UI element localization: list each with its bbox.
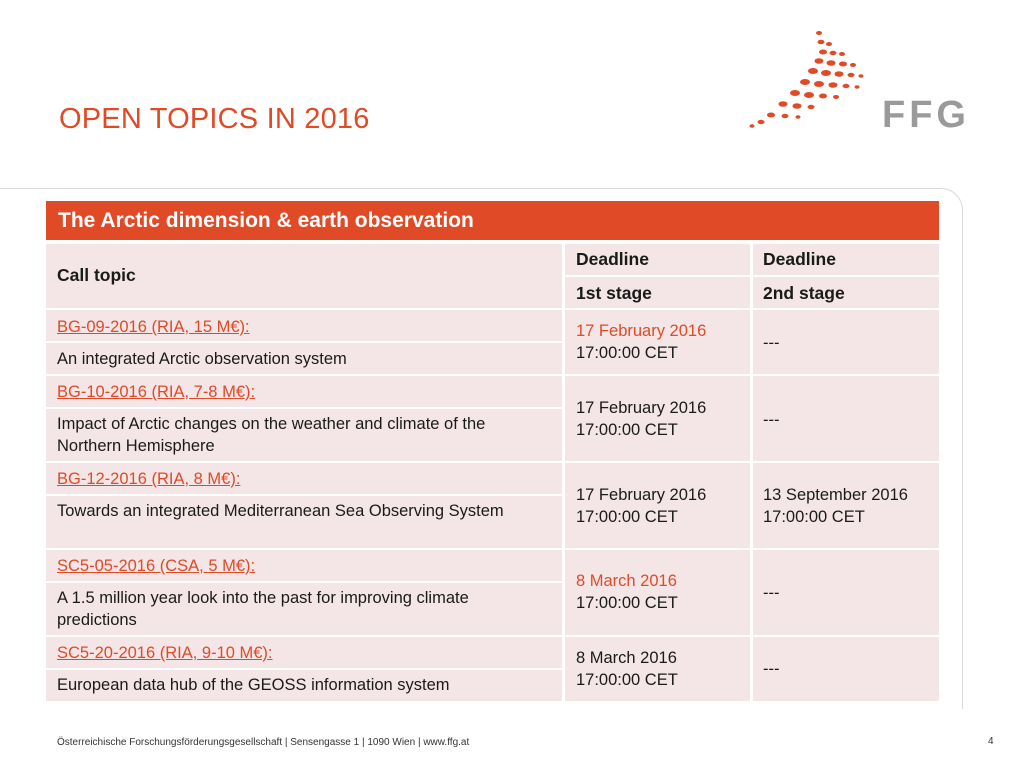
table-row	[46, 496, 562, 548]
deadline2-value: ---	[763, 411, 780, 429]
table-row	[46, 310, 562, 341]
deadline2-value: ---	[763, 660, 780, 678]
topic-code-link[interactable]: SC5-20-2016 (RIA, 9-10 M€):	[57, 644, 273, 662]
table-row	[46, 550, 562, 581]
deadline1-date: 17 February 2016	[576, 399, 707, 417]
topic-description: Towards an integrated Mediterranean Sea Observing System	[57, 502, 504, 520]
call-topic-header: Call topic	[57, 265, 136, 285]
deadline1-date: 17 February 2016	[576, 322, 707, 340]
table-row	[46, 343, 562, 374]
deadline1-time: 17:00:00 CET	[576, 508, 678, 526]
topic-code-link[interactable]: SC5-05-2016 (CSA, 5 M€):	[57, 557, 256, 575]
deadline2-cell	[753, 637, 939, 701]
deadline1-cell	[565, 463, 750, 548]
table-row	[46, 583, 562, 635]
table-banner: The Arctic dimension & earth observation	[46, 201, 939, 240]
deadline1-cell	[565, 310, 750, 374]
table-row	[46, 637, 562, 668]
deadline2-header: Deadline	[763, 249, 836, 269]
header-cell-stage2	[753, 277, 939, 308]
deadline2-cell	[753, 550, 939, 635]
deadline1-time: 17:00:00 CET	[576, 421, 678, 439]
deadline2-cell	[753, 376, 939, 461]
deadline2-cell	[753, 310, 939, 374]
table-row	[46, 463, 562, 494]
header-cell-deadline2	[753, 244, 939, 275]
stage2-header: 2nd stage	[763, 283, 845, 303]
deadline2-time: 17:00:00 CET	[763, 508, 865, 526]
deadline1-time: 17:00:00 CET	[576, 594, 678, 612]
header-cell-stage1	[565, 277, 750, 308]
deadline1-cell	[565, 376, 750, 461]
deadline1-header: Deadline	[576, 249, 649, 269]
table-row	[46, 376, 562, 407]
topic-description: European data hub of the GEOSS information system	[57, 676, 450, 694]
topic-description: Impact of Arctic changes on the weather and climate of the Northern Hemisphere	[57, 415, 486, 455]
topic-description: An integrated Arctic observation system	[57, 350, 347, 368]
table-row	[46, 409, 562, 461]
page-number: 4	[988, 736, 994, 747]
stage1-header: 1st stage	[576, 283, 652, 303]
deadline2-value: ---	[763, 334, 780, 352]
topics-table	[46, 201, 939, 694]
topic-code-link[interactable]: BG-09-2016 (RIA, 15 M€):	[57, 318, 250, 336]
deadline1-time: 17:00:00 CET	[576, 671, 678, 689]
header-cell-call-topic	[46, 244, 562, 308]
header-cell-deadline1	[565, 244, 750, 275]
footer-text: Österreichische Forschungsförderungsgesellschaft | Sensengasse 1 | 1090 Wien | www.ffg.at	[57, 737, 470, 748]
deadline1-cell	[565, 550, 750, 635]
deadline2-cell	[753, 463, 939, 548]
table-row	[46, 670, 562, 701]
deadline2-value: ---	[763, 584, 780, 602]
topic-code-link[interactable]: BG-12-2016 (RIA, 8 M€):	[57, 470, 241, 488]
deadline1-date: 8 March 2016	[576, 649, 677, 667]
slide-title: OPEN TOPICS IN 2016	[59, 103, 370, 135]
deadline2-date: 13 September 2016	[763, 486, 908, 504]
topic-code-link[interactable]: BG-10-2016 (RIA, 7-8 M€):	[57, 383, 256, 401]
deadline1-time: 17:00:00 CET	[576, 344, 678, 362]
deadline1-date: 8 March 2016	[576, 572, 677, 590]
deadline1-date: 17 February 2016	[576, 486, 707, 504]
deadline1-cell	[565, 637, 750, 701]
logo-text: FFG	[882, 94, 970, 136]
topic-description: A 1.5 million year look into the past for improving climate predictions	[57, 589, 469, 629]
